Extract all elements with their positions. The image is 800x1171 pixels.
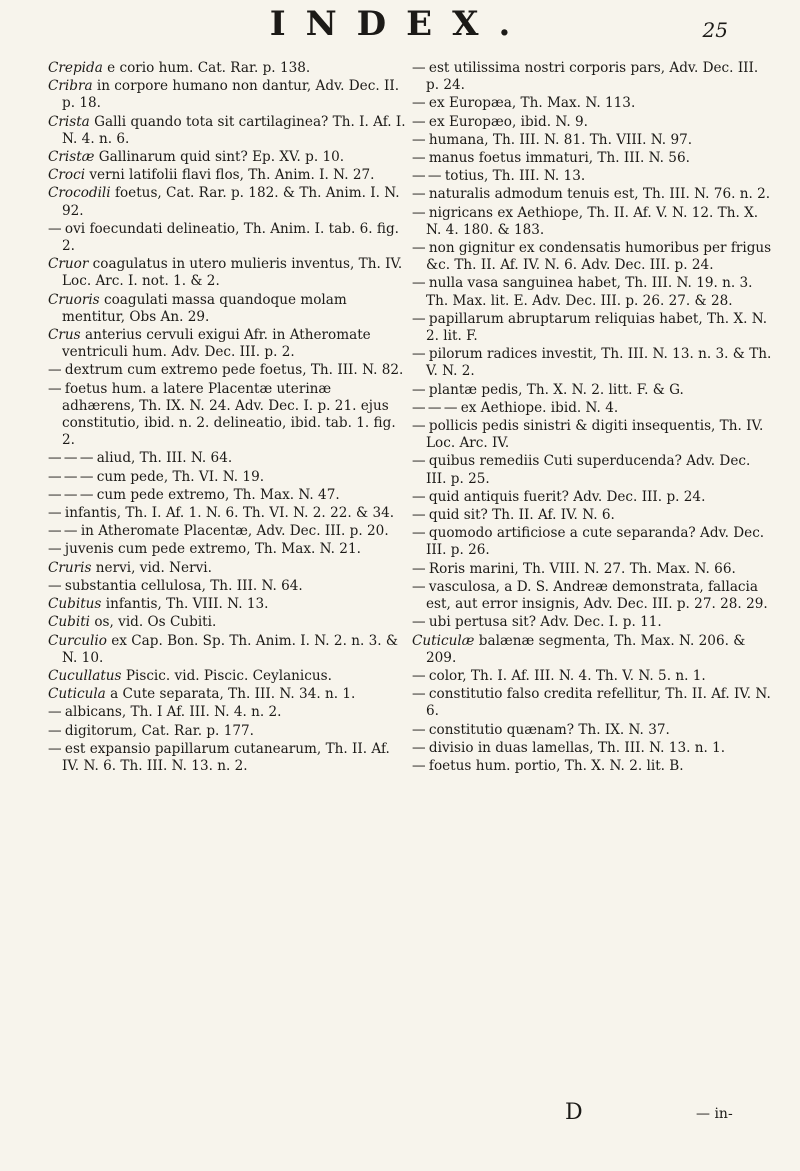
index-entry: [412, 95, 772, 112]
entry-headword: —: [412, 150, 425, 167]
entry-text: constitutio quænam? Th. IX. N. 37.: [424, 721, 670, 738]
entry-text: foetus hum. a latere Placentæ uterinæ adhærens, Th. IX. N. 24. Adv. Dec. I. p. 21. ejus constitutio, ibid. n. 2. delineatio, ibid. tab. 1. fig. 2.: [60, 380, 396, 449]
index-entry: [412, 561, 772, 578]
entry-text: constitutio falso credita refellitur, Th. II. Af. IV. N. 6.: [424, 686, 771, 720]
entry-headword: —: [412, 667, 425, 684]
index-entry: [48, 541, 408, 558]
entry-text: pollicis pedis sinistri & digiti insequentis, Th. IV. Loc. Arc. IV.: [424, 418, 764, 452]
entry-headword: —: [412, 346, 425, 363]
entry-text: plantæ pedis, Th. X. N. 2. litt. F. & G.: [424, 381, 684, 398]
entry-headword: Croci: [48, 167, 86, 184]
entry-text: infantis, Th. I. Af. 1. N. 6. Th. VI. N. 2. 22. & 34.: [60, 505, 395, 522]
entry-text: nigricans ex Aethiope, Th. II. Af. V. N. 12. Th. X. N. 4. 180. & 183.: [424, 204, 759, 238]
entry-headword: —: [412, 310, 425, 327]
entry-headword: —: [412, 739, 425, 756]
entry-headword: —: [412, 721, 425, 738]
entry-headword: —: [48, 704, 61, 721]
index-entry: [48, 185, 408, 219]
index-entry: [48, 362, 408, 379]
entry-text: os, vid. Os Cubiti.: [90, 614, 217, 631]
entry-text: divisio in duas lamellas, Th. III. N. 13. n. 1.: [424, 739, 726, 756]
index-entry: [48, 487, 408, 504]
signature-mark: D: [565, 1100, 583, 1125]
entry-text: quomodo artificiose a cute separanda? Adv. Dec. III. p. 26.: [424, 525, 765, 559]
entry-headword: —: [412, 488, 425, 505]
entry-text: cum pede, Th. VI. N. 19.: [92, 468, 265, 485]
index-entry: [48, 292, 408, 326]
entry-headword: Cristæ: [48, 149, 95, 166]
entry-headword: —: [412, 131, 425, 148]
entry-headword: —: [48, 505, 61, 522]
index-entry: [412, 400, 772, 417]
index-entry: [48, 614, 408, 631]
entry-headword: Cruris: [48, 559, 92, 576]
index-entry: [48, 450, 408, 467]
index-entry: [412, 686, 772, 720]
entry-text: est expansio papillarum cutanearum, Th. II. Af. IV. N. 6. Th. III. N. 13. n. 2.: [60, 740, 390, 774]
running-head: INDEX.: [269, 4, 531, 44]
index-entry: [48, 704, 408, 721]
index-entry: [412, 633, 772, 667]
index-entry: [412, 453, 772, 487]
index-entry: [48, 560, 408, 577]
right-column: [412, 60, 772, 776]
entry-text: ex Cap. Bon. Sp. Th. Anim. I. N. 2. n. 3. & N. 10.: [62, 632, 399, 666]
entry-text: color, Th. I. Af. III. N. 4. Th. V. N. 5. n. 1.: [424, 667, 706, 684]
entry-headword: Cuticulæ: [412, 632, 475, 649]
index-entry: [48, 668, 408, 685]
entry-headword: Cuticula: [48, 686, 106, 703]
entry-text: dextrum cum extremo pede foetus, Th. III. N. 82.: [60, 362, 404, 379]
entry-headword: Cribra: [48, 78, 93, 95]
entry-text: naturalis admodum tenuis est, Th. III. N. 76. n. 2.: [424, 186, 771, 203]
entry-headword: —: [412, 186, 425, 203]
entry-text: Piscic. vid. Piscic. Ceylanicus.: [121, 667, 332, 684]
entry-headword: — — —: [48, 468, 93, 485]
entry-headword: —: [412, 204, 425, 221]
page-number: 25: [702, 18, 728, 42]
entry-text: Gallinarum quid sint? Ep. XV. p. 10.: [94, 149, 345, 166]
entry-text: humana, Th. III. N. 81. Th. VIII. N. 97.: [424, 131, 693, 148]
entry-headword: —: [48, 740, 61, 757]
index-entry: [48, 505, 408, 522]
index-entry: [412, 346, 772, 380]
entry-headword: —: [412, 113, 425, 130]
entry-text: Galli quando tota sit cartilaginea? Th. I. Af. I. N. 4. n. 6.: [62, 113, 406, 147]
index-entry: [412, 205, 772, 239]
entry-headword: — — —: [48, 450, 93, 467]
index-entry: [48, 256, 408, 290]
entry-headword: — —: [412, 168, 441, 185]
entry-text: foetus hum. portio, Th. X. N. 2. lit. B.: [424, 757, 684, 774]
index-entry: [412, 614, 772, 631]
entry-text: non gignitur ex condensatis humoribus per frigus &c. Th. II. Af. IV. N. 6. Adv. Dec. III. p. 24.: [424, 240, 772, 274]
entry-text: nervi, vid. Nervi.: [91, 559, 212, 576]
index-entry: [48, 723, 408, 740]
entry-headword: —: [412, 507, 425, 524]
entry-text: a Cute separata, Th. III. N. 34. n. 1.: [105, 686, 356, 703]
entry-headword: —: [48, 541, 61, 558]
entry-headword: —: [48, 220, 61, 237]
entry-headword: —: [412, 686, 425, 703]
entry-headword: Crista: [48, 113, 90, 130]
index-entry: [412, 186, 772, 203]
entry-headword: Cruor: [48, 256, 89, 273]
entry-text: Roris marini, Th. VIII. N. 27. Th. Max. N. 66.: [424, 560, 736, 577]
index-entry: [412, 311, 772, 345]
entry-headword: —: [412, 578, 425, 595]
index-entry: [412, 114, 772, 131]
entry-headword: —: [412, 757, 425, 774]
index-entry: [412, 382, 772, 399]
entry-text: est utilissima nostri corporis pars, Adv. Dec. III. p. 24.: [424, 60, 759, 94]
index-entry: [412, 132, 772, 149]
entry-text: foetus, Cat. Rar. p. 182. & Th. Anim. I. N. 92.: [62, 185, 400, 219]
entry-text: coagulati massa quandoque molam mentitur, Obs An. 29.: [62, 291, 347, 325]
entry-headword: Cubitus: [48, 596, 102, 613]
index-entry: [48, 686, 408, 703]
entry-text: cum pede extremo, Th. Max. N. 47.: [92, 486, 340, 503]
entry-text: e corio hum. Cat. Rar. p. 138.: [102, 60, 311, 76]
entry-headword: — — —: [48, 486, 93, 503]
entry-text: vasculosa, a D. S. Andreæ demonstrata, fallacia est, aut error insignis, Adv. Dec. III. p. 27. 28. 29.: [424, 578, 768, 613]
entry-text: infantis, Th. VIII. N. 13.: [101, 596, 269, 613]
entry-headword: —: [48, 362, 61, 379]
index-entry: [48, 741, 408, 775]
entry-headword: Crepida: [48, 60, 103, 76]
entry-headword: —: [412, 453, 425, 470]
entry-headword: — —: [48, 523, 77, 540]
entry-text: anterius cervuli exigui Afr. in Atheromate ventriculi hum. Adv. Dec. III. p. 2.: [62, 327, 371, 361]
index-entry: [412, 275, 772, 309]
entry-headword: Cruoris: [48, 291, 100, 308]
index-entry: [48, 381, 408, 450]
entry-text: ex Aethiope. ibid. N. 4.: [456, 399, 619, 416]
index-entry: [412, 168, 772, 185]
entry-text: coagulatus in utero mulieris inventus, Th. IV. Loc. Arc. I. not. 1. & 2.: [62, 256, 403, 290]
index-entry: [48, 167, 408, 184]
entry-headword: —: [412, 381, 425, 398]
entry-text: juvenis cum pede extremo, Th. Max. N. 21.: [60, 541, 361, 558]
entry-headword: Cucullatus: [48, 667, 122, 684]
index-entry: [412, 60, 772, 94]
index-entry: [412, 579, 772, 613]
entry-headword: Cubiti: [48, 614, 91, 631]
index-entry: [412, 150, 772, 167]
entry-headword: —: [48, 577, 61, 594]
entry-text: pilorum radices investit, Th. III. N. 13. n. 3. & Th. V. N. 2.: [424, 346, 772, 380]
entry-text: ex Europæa, Th. Max. N. 113.: [424, 95, 636, 112]
entry-headword: — — —: [412, 399, 457, 416]
index-entry: [48, 469, 408, 486]
entry-text: nulla vasa sanguinea habet, Th. III. N. 19. n. 3. Th. Max. lit. E. Adv. Dec. III. p. 26. 27. & 28.: [424, 275, 753, 309]
entry-text: quid antiquis fuerit? Adv. Dec. III. p. 24.: [424, 488, 706, 505]
entry-text: papillarum abruptarum reliquias habet, Th. X. N. 2. lit. F.: [424, 310, 768, 345]
entry-text: ubi pertusa sit? Adv. Dec. I. p. 11.: [424, 614, 662, 631]
entry-text: albicans, Th. I Af. III. N. 4. n. 2.: [60, 704, 282, 721]
entry-text: verni latifolii flavi flos, Th. Anim. I. N. 27.: [85, 167, 375, 184]
index-entry: [48, 578, 408, 595]
catchword: — in-: [696, 1106, 733, 1122]
entry-text: manus foetus immaturi, Th. III. N. 56.: [424, 150, 690, 167]
entry-headword: —: [412, 560, 425, 577]
entry-headword: —: [412, 418, 425, 435]
entry-headword: —: [48, 722, 61, 739]
index-entry: [48, 114, 408, 148]
index-entry: [412, 722, 772, 739]
index-entry: [412, 240, 772, 274]
entry-text: substantia cellulosa, Th. III. N. 64.: [60, 577, 303, 594]
entry-headword: —: [412, 525, 425, 542]
entry-headword: Curculio: [48, 632, 107, 649]
index-entry: [412, 525, 772, 559]
index-entry: [48, 149, 408, 166]
entry-text: in Atheromate Placentæ, Adv. Dec. III. p. 20.: [76, 523, 389, 540]
entry-text: quibus remediis Cuti superducenda? Adv. Dec. III. p. 25.: [424, 453, 751, 487]
index-entry: [48, 221, 408, 255]
entry-headword: —: [412, 60, 425, 76]
index-entry: [412, 668, 772, 685]
index-entry: [412, 507, 772, 524]
index-entry: [412, 740, 772, 757]
entry-headword: —: [412, 95, 425, 112]
entry-text: digitorum, Cat. Rar. p. 177.: [60, 722, 254, 739]
entry-text: aliud, Th. III. N. 64.: [92, 450, 233, 467]
index-entry: [412, 758, 772, 775]
entry-text: ovi foecundati delineatio, Th. Anim. I. tab. 6. fig. 2.: [60, 220, 399, 255]
entry-text: ex Europæo, ibid. N. 9.: [424, 113, 588, 130]
entry-headword: —: [412, 614, 425, 631]
left-column: [48, 60, 408, 776]
index-entry: [48, 78, 408, 112]
entry-text: in corpore humano non dantur, Adv. Dec. II. p. 18.: [62, 78, 400, 112]
entry-text: totius, Th. III. N. 13.: [440, 168, 586, 185]
index-entry: [412, 418, 772, 452]
entry-text: balænæ segmenta, Th. Max. N. 206. & 209.: [426, 632, 746, 666]
index-entry: [48, 633, 408, 667]
index-entry: [48, 596, 408, 613]
entry-headword: —: [48, 380, 61, 397]
index-entry: [48, 523, 408, 540]
index-entry: [48, 327, 408, 361]
entry-headword: —: [412, 275, 425, 292]
entry-headword: Crocodili: [48, 185, 111, 202]
entry-headword: Crus: [48, 327, 81, 344]
index-entry: [412, 489, 772, 506]
entry-text: quid sit? Th. II. Af. IV. N. 6.: [424, 507, 615, 524]
index-entry: [48, 60, 408, 77]
entry-headword: —: [412, 240, 425, 257]
